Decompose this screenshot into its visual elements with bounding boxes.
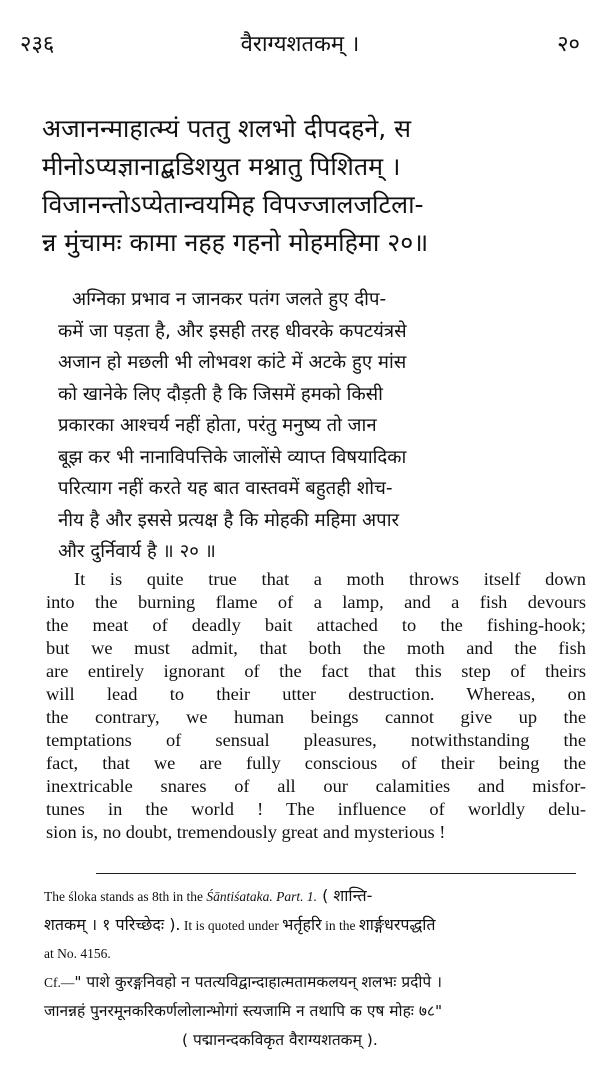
footnote-text: It is quoted under — [180, 918, 283, 933]
hindi-line: परित्याग नहीं करते यह बात वास्तवमें बहुतही शोच- — [58, 478, 393, 499]
footnote-line — [44, 911, 590, 940]
hindi-line: प्रकारका आश्चर्य नहीं होता, परंतु मनुष्य तो जान — [58, 415, 377, 436]
hindi-translation — [58, 284, 578, 568]
footnote-source-title: Śāntiśataka. Part. 1. — [206, 889, 317, 904]
cf-quote: जानन्नहं पुनरमूनकरिकर्णलोलान्भोगां स्त्यजामि न तथापि क एष मोहः ७८" — [44, 1002, 443, 1020]
english-line: tunes in the world ! The influence of worldly delu- — [46, 799, 586, 819]
footnote-text: in the — [321, 918, 359, 933]
english-line: inextricable snares of all our calamities and misfor- — [46, 776, 586, 796]
verse-number: २० — [557, 32, 580, 57]
verse-line: विजानन्तोऽप्येतान्वयमिह विपज्जालजटिला- — [42, 190, 424, 219]
english-line: will lead to their utter destruction. Whereas, on — [46, 684, 586, 704]
english-line: fact, that we are fully conscious of their being the — [46, 753, 586, 773]
hindi-line: को खानेके लिए दौड़ती है कि जिसमें हमको किसी — [58, 383, 383, 405]
cf-source — [44, 1026, 590, 1055]
hindi-line: अग्निका प्रभाव न जानकर पतंग जलते हुए दीप- — [72, 289, 387, 310]
english-translation — [46, 568, 586, 844]
cf-source-text: ( पद्मानन्दकविकृत वैराग्यशतकम् ). — [182, 1031, 378, 1049]
cf-label: Cf.— — [44, 975, 75, 990]
footnote-sanskrit: ( शान्ति- — [316, 886, 373, 905]
english-line: temptations of sensual pleasures, notwithstanding the — [46, 730, 586, 750]
page-header — [20, 28, 580, 58]
english-line: It is quite true that a moth throws itself down — [74, 569, 586, 589]
hindi-line: अजान हो मछली भी लोभवश कांटे में अटके हुए मांस — [58, 352, 407, 373]
cf-line — [44, 997, 590, 1026]
footnote-sanskrit: शतकम् । १ परिच्छेदः ). — [44, 915, 181, 934]
footnote-divider — [96, 873, 576, 874]
hindi-line: नीय है और इससे प्रत्यक्ष है कि मोहकी महिमा अपार — [58, 509, 400, 531]
cf-quote: " पाशे कुरङ्गनिवहो न पतत्यविद्वान्दाहात्मतामकलयन् शलभः प्रदीपे । — [74, 973, 443, 991]
sanskrit-verse — [42, 110, 582, 262]
english-line: are entirely ignorant of the fact that this step of theirs — [46, 661, 586, 681]
english-line: the meat of deadly bait attached to the fishing-hook; — [46, 615, 586, 635]
page-number: २३६ — [20, 32, 55, 57]
running-title: वैराग्यशतकम् । — [240, 32, 360, 57]
footnote-anthology: शार्ङ्गधरपद्धति — [358, 915, 436, 934]
cf-line — [44, 968, 590, 997]
verse-line: मीनोऽप्यज्ञानाद्बडिशयुत मश्नातु पिशितम् । — [42, 152, 401, 181]
hindi-line: बूझ कर भी नानाविपत्तिके जालोंसे व्याप्त विषयादिका — [58, 446, 407, 468]
english-line: but we must admit, that both the moth and the fish — [46, 638, 586, 658]
footnote-line — [44, 882, 590, 911]
footnote-line: at No. 4156. — [44, 946, 111, 961]
verse-line: अजानन्माहात्म्यं पततु शलभो दीपदहने, स — [42, 114, 411, 143]
footnote-text: The śloka stands as 8th in the — [44, 889, 207, 904]
hindi-line: और दुर्निवार्य है ॥ २० ॥ — [58, 541, 216, 562]
english-line: sion is, no doubt, tremendously great and mysterious ! — [46, 822, 446, 842]
english-line: the contrary, we human beings cannot give up the — [46, 707, 586, 727]
footnote-author: भर्तृहरि — [282, 915, 322, 934]
verse-line: न्न मुंचामः कामा नहह गहनो मोहमहिमा २०॥ — [42, 228, 429, 257]
english-line: into the burning flame of a lamp, and a fish devours — [46, 592, 586, 612]
footnote — [44, 882, 590, 1055]
hindi-line: कमें जा पड़ता है, और इसही तरह धीवरके कपटयंत्रसे — [58, 320, 407, 342]
